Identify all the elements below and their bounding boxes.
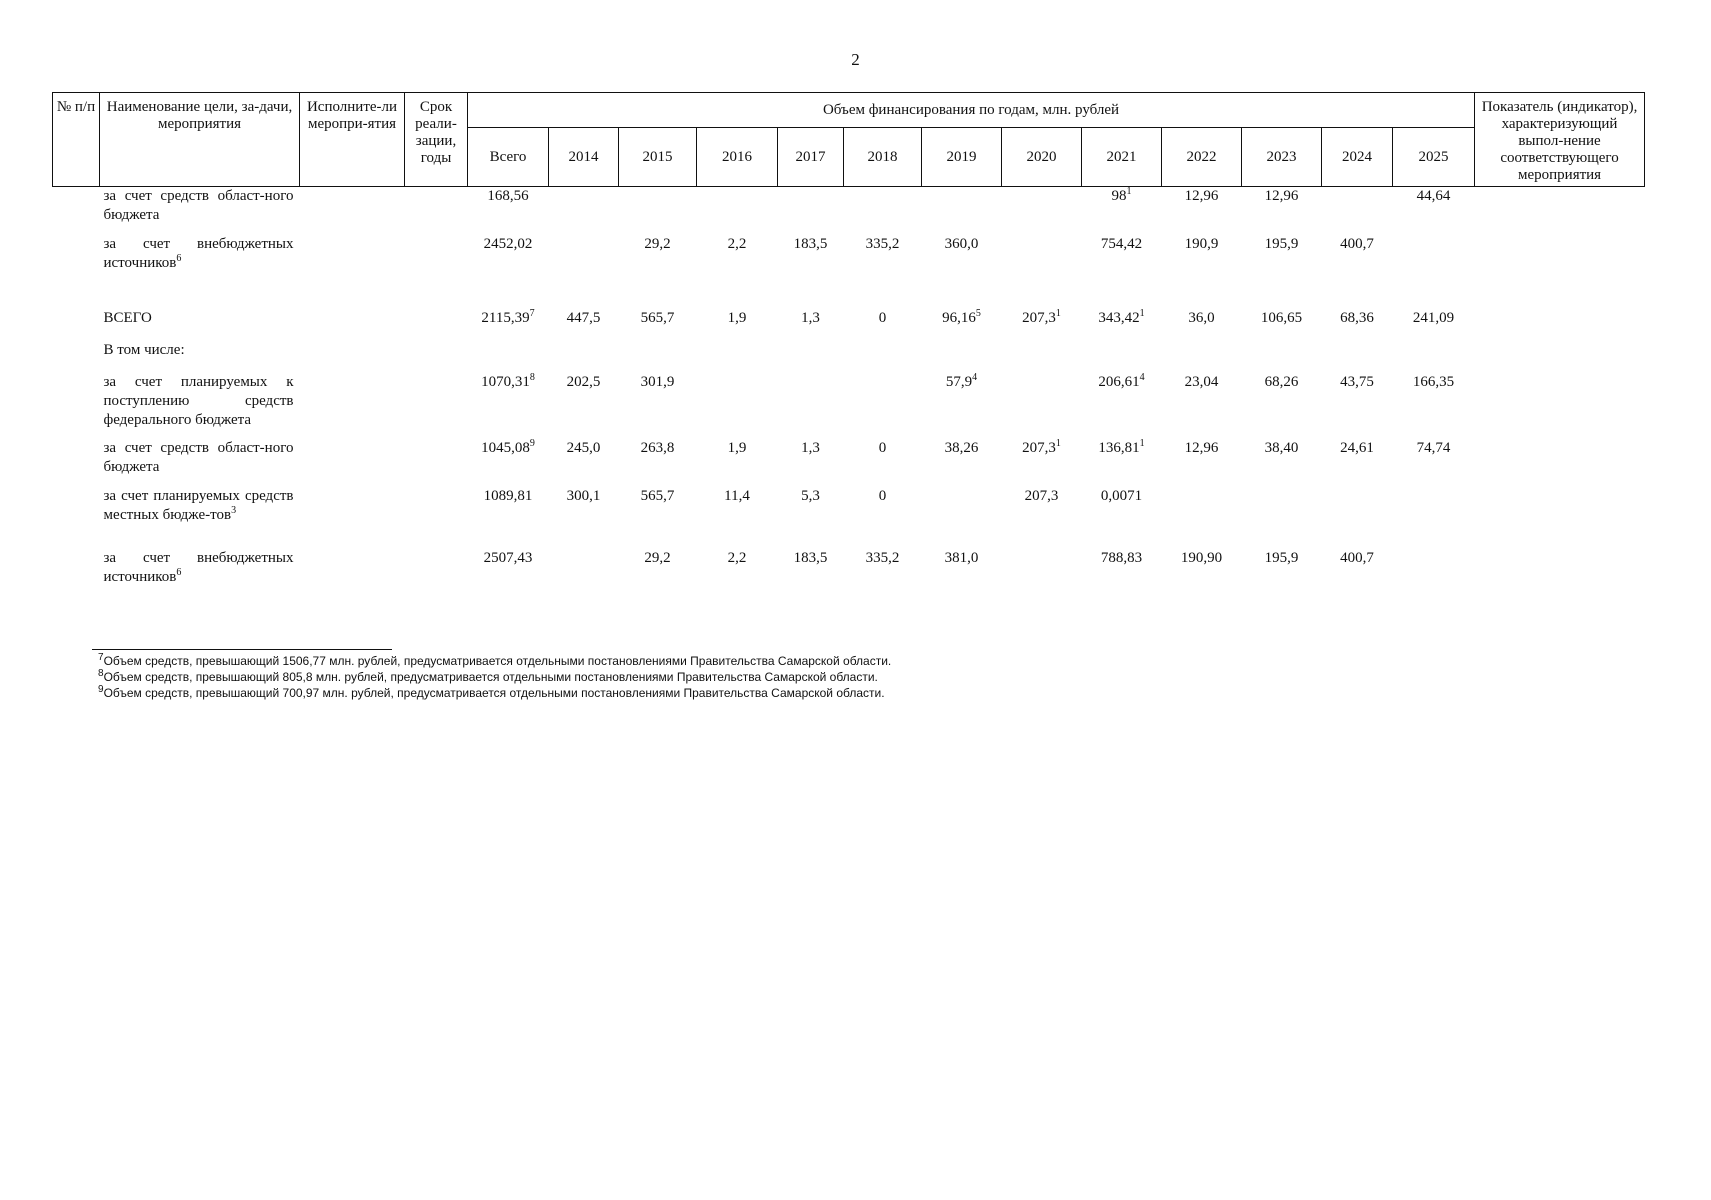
header-year-2019: 2019	[922, 128, 1002, 187]
funding-table	[52, 92, 1645, 589]
year-cell-2024	[1322, 549, 1393, 589]
executor-cell	[300, 549, 405, 589]
cell-value: 29,2	[644, 549, 671, 566]
year-cell-2018	[844, 235, 922, 309]
cell-value: 207,3	[1022, 439, 1056, 456]
executor-cell	[300, 487, 405, 549]
table-row	[53, 373, 1645, 439]
term-cell	[405, 309, 468, 341]
cell-value: 43,75	[1340, 373, 1374, 390]
header-year-2018: 2018	[844, 128, 922, 187]
cell-value: 12,96	[1184, 439, 1219, 456]
total-cell	[468, 439, 549, 487]
header-funding-title: Объем финансирования по годам, млн. рублей	[468, 93, 1475, 128]
row-number-cell	[53, 373, 100, 439]
row-label-footnote-mark: 6	[176, 252, 182, 264]
year-cell-2025	[1393, 549, 1475, 589]
year-cell-2019	[922, 373, 1002, 439]
year-cell-2024	[1322, 341, 1393, 373]
cell-value: 400,7	[1340, 549, 1374, 566]
funding-table-frame	[52, 92, 1638, 589]
total-cell	[468, 487, 549, 549]
year-cell-2015	[619, 373, 697, 439]
cell-footnote-mark: 7	[529, 307, 535, 319]
cell-value: 136,81	[1098, 439, 1140, 456]
year-cell-2016	[697, 373, 778, 439]
cell-value: 168,56	[487, 188, 529, 204]
row-label-text: ВСЕГО	[103, 309, 152, 326]
cell-footnote-mark: 5	[975, 307, 981, 319]
year-cell-2014	[549, 341, 619, 373]
row-label-footnote-mark: 6	[176, 566, 182, 578]
cell-value: 44,64	[1416, 188, 1451, 204]
year-cell-2018	[844, 309, 922, 341]
total-cell	[468, 187, 549, 235]
year-cell-2014	[549, 373, 619, 439]
table-body	[53, 187, 1645, 589]
year-cell-2024	[1322, 187, 1393, 235]
cell-value: 400,7	[1340, 235, 1374, 252]
cell-value: 754,42	[1100, 235, 1143, 252]
executor-cell	[300, 309, 405, 341]
year-cell-2020	[1002, 187, 1082, 235]
row-label-footnote-mark: 3	[231, 504, 237, 516]
year-cell-2023	[1242, 487, 1322, 549]
row-label-text: за счет внебюджетных источников	[103, 549, 294, 585]
year-cell-2024	[1322, 309, 1393, 341]
header-year-2021: 2021	[1082, 128, 1162, 187]
row-label	[100, 309, 300, 341]
term-cell	[405, 187, 468, 235]
term-cell	[405, 487, 468, 549]
year-cell-2023	[1242, 309, 1322, 341]
total-cell	[468, 235, 549, 309]
table-header	[53, 93, 1645, 187]
row-label-text: В том числе:	[103, 341, 185, 358]
year-cell-2016	[697, 487, 778, 549]
footnote	[98, 685, 1398, 701]
year-cell-2022	[1162, 439, 1242, 487]
cell-value: 343,42	[1098, 309, 1140, 326]
year-cell-2016	[697, 341, 778, 373]
term-cell	[405, 235, 468, 309]
indicator-cell	[1475, 487, 1645, 549]
year-cell-2019	[922, 309, 1002, 341]
year-cell-2020	[1002, 373, 1082, 439]
cell-footnote-mark: 4	[1139, 371, 1145, 383]
year-cell-2019	[922, 341, 1002, 373]
executor-cell	[300, 439, 405, 487]
cell-footnote-mark: 1	[1126, 186, 1132, 197]
year-cell-2021	[1082, 549, 1162, 589]
year-cell-2022	[1162, 341, 1242, 373]
year-cell-2015	[619, 549, 697, 589]
header-term: Срок реали-зации, годы	[405, 93, 468, 187]
cell-value: 38,40	[1264, 439, 1299, 456]
year-cell-2022	[1162, 487, 1242, 549]
cell-value: 2,2	[727, 549, 747, 566]
year-cell-2016	[697, 439, 778, 487]
cell-value: 1,9	[727, 439, 747, 456]
year-cell-2018	[844, 187, 922, 235]
header-year-2025: 2025	[1393, 128, 1475, 187]
cell-value: 183,5	[793, 235, 828, 252]
year-cell-2014	[549, 487, 619, 549]
row-label-text: за счет средств област-ного бюджета	[103, 439, 294, 475]
cell-value: 788,83	[1100, 549, 1143, 566]
table-row	[53, 439, 1645, 487]
cell-value: 29,2	[644, 235, 671, 252]
cell-value: 206,61	[1098, 373, 1140, 390]
row-label	[100, 235, 300, 309]
year-cell-2021	[1082, 309, 1162, 341]
term-cell	[405, 373, 468, 439]
cell-value: 195,9	[1264, 235, 1299, 252]
year-cell-2018	[844, 373, 922, 439]
table-row	[53, 341, 1645, 373]
year-cell-2022	[1162, 549, 1242, 589]
year-cell-2017	[778, 309, 844, 341]
year-cell-2022	[1162, 187, 1242, 235]
row-label	[100, 187, 300, 235]
cell-footnote-mark: 1	[1139, 437, 1145, 449]
page-number: 2	[851, 50, 860, 69]
year-cell-2021	[1082, 487, 1162, 549]
cell-footnote-mark: 1	[1055, 437, 1061, 449]
year-cell-2025	[1393, 235, 1475, 309]
year-cell-2023	[1242, 373, 1322, 439]
table-row	[53, 309, 1645, 341]
cell-value: 301,9	[640, 373, 675, 390]
cell-value: 207,3	[1024, 487, 1059, 504]
year-cell-2014	[549, 187, 619, 235]
year-cell-2018	[844, 487, 922, 549]
executor-cell	[300, 235, 405, 309]
indicator-cell	[1475, 341, 1645, 373]
header-year-2020: 2020	[1002, 128, 1082, 187]
year-cell-2015	[619, 439, 697, 487]
footnote	[98, 653, 1398, 669]
term-cell	[405, 341, 468, 373]
year-cell-2015	[619, 487, 697, 549]
table-row	[53, 487, 1645, 549]
row-number-cell	[53, 235, 100, 309]
year-cell-2022	[1162, 373, 1242, 439]
cell-value: 0	[878, 487, 887, 504]
header-year-2015: 2015	[619, 128, 697, 187]
header-executor: Исполните-ли меропри-ятия	[300, 93, 405, 187]
footnote-text: Объем средств, превышающий 805,8 млн. рублей, предусматривается отдельными постановлениями Правительства Самарской области.	[103, 670, 878, 684]
header-year-2022: 2022	[1162, 128, 1242, 187]
year-cell-2024	[1322, 439, 1393, 487]
footnote-mark: 7	[98, 652, 104, 663]
year-cell-2023	[1242, 341, 1322, 373]
indicator-cell	[1475, 549, 1645, 589]
footnote	[98, 669, 1398, 685]
cell-value: 98	[1111, 188, 1127, 204]
executor-cell	[300, 341, 405, 373]
year-cell-2015	[619, 341, 697, 373]
year-cell-2020	[1002, 309, 1082, 341]
indicator-cell	[1475, 439, 1645, 487]
cell-value: 335,2	[865, 549, 900, 566]
year-cell-2021	[1082, 341, 1162, 373]
year-cell-2018	[844, 341, 922, 373]
year-cell-2014	[549, 309, 619, 341]
cell-value: 11,4	[724, 487, 750, 504]
header-year-2023: 2023	[1242, 128, 1322, 187]
year-cell-2017	[778, 235, 844, 309]
year-cell-2025	[1393, 309, 1475, 341]
footnote-text: Объем средств, превышающий 1506,77 млн. рублей, предусматривается отдельными постановлениями Правительства Самарской области.	[103, 654, 892, 668]
table-row	[53, 235, 1645, 309]
header-num: № п/п	[53, 93, 100, 187]
cell-value: 68,26	[1264, 373, 1299, 390]
cell-value: 74,74	[1416, 439, 1451, 456]
header-total: Всего	[468, 128, 549, 187]
header-year-2024: 2024	[1322, 128, 1393, 187]
cell-value: 1,9	[727, 309, 747, 326]
cell-value: 241,09	[1412, 309, 1455, 326]
cell-value: 36,0	[1188, 309, 1215, 326]
year-cell-2014	[549, 549, 619, 589]
cell-value: 166,35	[1412, 373, 1455, 390]
row-label-text: за счет планируемых к поступлению средств федерального бюджета	[103, 373, 294, 428]
cell-value: 23,04	[1184, 373, 1219, 390]
year-cell-2016	[697, 187, 778, 235]
year-cell-2019	[922, 549, 1002, 589]
cell-value: 0,0071	[1100, 487, 1143, 504]
row-label	[100, 341, 300, 373]
year-cell-2025	[1393, 373, 1475, 439]
cell-footnote-mark: 4	[972, 371, 978, 383]
year-cell-2017	[778, 187, 844, 235]
year-cell-2023	[1242, 187, 1322, 235]
year-cell-2022	[1162, 235, 1242, 309]
cell-value: 38,26	[944, 439, 979, 456]
row-number-cell	[53, 187, 100, 235]
header-year-2017: 2017	[778, 128, 844, 187]
year-cell-2015	[619, 309, 697, 341]
year-cell-2014	[549, 439, 619, 487]
cell-value: 565,7	[640, 309, 675, 326]
cell-value: 2115,39	[481, 309, 530, 326]
total-cell	[468, 373, 549, 439]
total-cell	[468, 341, 549, 373]
year-cell-2017	[778, 373, 844, 439]
cell-value: 195,9	[1264, 549, 1299, 566]
year-cell-2021	[1082, 373, 1162, 439]
year-cell-2017	[778, 487, 844, 549]
year-cell-2019	[922, 187, 1002, 235]
cell-value: 190,9	[1184, 235, 1219, 252]
row-label	[100, 549, 300, 589]
year-cell-2020	[1002, 549, 1082, 589]
cell-value: 1,3	[801, 439, 820, 456]
cell-value: 360,0	[944, 235, 979, 252]
year-cell-2021	[1082, 439, 1162, 487]
cell-value: 207,3	[1022, 309, 1056, 326]
row-label-text: за счет планируемых средств местных бюдже-тов	[103, 487, 294, 523]
cell-value: 1070,31	[481, 373, 530, 390]
cell-value: 57,9	[945, 373, 973, 390]
footnotes	[98, 653, 1398, 701]
header-name: Наименование цели, за-дачи, мероприятия	[100, 93, 300, 187]
footnote-separator	[92, 649, 392, 650]
cell-footnote-mark: 1	[1139, 307, 1145, 319]
year-cell-2024	[1322, 235, 1393, 309]
year-cell-2016	[697, 549, 778, 589]
year-cell-2020	[1002, 235, 1082, 309]
cell-footnote-mark: 9	[529, 437, 535, 449]
row-label	[100, 373, 300, 439]
executor-cell	[300, 373, 405, 439]
indicator-cell	[1475, 309, 1645, 341]
row-label-text: за счет внебюджетных источников	[103, 235, 294, 271]
cell-value: 300,1	[566, 487, 601, 504]
year-cell-2020	[1002, 487, 1082, 549]
year-cell-2015	[619, 187, 697, 235]
cell-value: 1045,08	[481, 439, 530, 456]
year-cell-2014	[549, 235, 619, 309]
year-cell-2018	[844, 439, 922, 487]
cell-value: 68,36	[1340, 309, 1374, 326]
footnote-text: Объем средств, превышающий 700,97 млн. рублей, предусматривается отдельными постановлениями Правительства Самарской области.	[103, 686, 885, 700]
cell-value: 1,3	[801, 309, 820, 326]
year-cell-2019	[922, 235, 1002, 309]
cell-value: 263,8	[640, 439, 675, 456]
cell-value: 190,90	[1180, 549, 1223, 566]
cell-value: 183,5	[793, 549, 828, 566]
year-cell-2021	[1082, 187, 1162, 235]
total-cell	[468, 309, 549, 341]
cell-value: 12,96	[1264, 188, 1299, 204]
footnote-mark: 8	[98, 668, 104, 679]
year-cell-2018	[844, 549, 922, 589]
cell-value: 202,5	[566, 373, 601, 390]
executor-cell	[300, 187, 405, 235]
header-year-2014: 2014	[549, 128, 619, 187]
cell-footnote-mark: 1	[1055, 307, 1061, 319]
total-cell	[468, 549, 549, 589]
year-cell-2017	[778, 341, 844, 373]
year-cell-2025	[1393, 187, 1475, 235]
year-cell-2021	[1082, 235, 1162, 309]
cell-value: 106,65	[1260, 309, 1303, 326]
footnote-mark: 9	[98, 684, 104, 695]
year-cell-2023	[1242, 439, 1322, 487]
row-number-cell	[53, 549, 100, 589]
year-cell-2020	[1002, 341, 1082, 373]
cell-value: 2,2	[727, 235, 747, 252]
year-cell-2017	[778, 549, 844, 589]
cell-value: 1089,81	[483, 487, 533, 504]
year-cell-2019	[922, 487, 1002, 549]
term-cell	[405, 549, 468, 589]
header-year-2016: 2016	[697, 128, 778, 187]
cell-value: 96,16	[942, 309, 976, 326]
term-cell	[405, 439, 468, 487]
row-label	[100, 487, 300, 549]
table-row	[53, 187, 1645, 235]
row-label	[100, 439, 300, 487]
cell-value: 381,0	[944, 549, 979, 566]
cell-value: 12,96	[1184, 188, 1219, 204]
cell-footnote-mark: 8	[529, 371, 535, 383]
table-row	[53, 549, 1645, 589]
cell-value: 0	[878, 439, 887, 456]
cell-value: 24,61	[1340, 439, 1374, 456]
year-cell-2017	[778, 439, 844, 487]
year-cell-2024	[1322, 487, 1393, 549]
row-number-cell	[53, 341, 100, 373]
year-cell-2025	[1393, 341, 1475, 373]
year-cell-2019	[922, 439, 1002, 487]
row-number-cell	[53, 439, 100, 487]
cell-value: 335,2	[865, 235, 900, 252]
row-label-text: за счет средств област-ного бюджета	[103, 188, 294, 223]
cell-value: 447,5	[566, 309, 601, 326]
cell-value: 2507,43	[483, 549, 533, 566]
year-cell-2020	[1002, 439, 1082, 487]
year-cell-2023	[1242, 549, 1322, 589]
year-cell-2025	[1393, 439, 1475, 487]
year-cell-2016	[697, 235, 778, 309]
cell-value: 0	[878, 309, 887, 326]
year-cell-2023	[1242, 235, 1322, 309]
year-cell-2022	[1162, 309, 1242, 341]
header-indicator: Показатель (индикатор), характеризующий выпол-нение соответствующего мероприятия	[1475, 93, 1645, 187]
cell-value: 2452,02	[483, 235, 533, 252]
cell-value: 245,0	[566, 439, 601, 456]
cell-value: 565,7	[640, 487, 675, 504]
row-number-cell	[53, 487, 100, 549]
indicator-cell	[1475, 187, 1645, 235]
year-cell-2015	[619, 235, 697, 309]
indicator-cell	[1475, 235, 1645, 309]
indicator-cell	[1475, 373, 1645, 439]
year-cell-2016	[697, 309, 778, 341]
cell-value: 5,3	[801, 487, 820, 504]
year-cell-2025	[1393, 487, 1475, 549]
row-number-cell	[53, 309, 100, 341]
year-cell-2024	[1322, 373, 1393, 439]
